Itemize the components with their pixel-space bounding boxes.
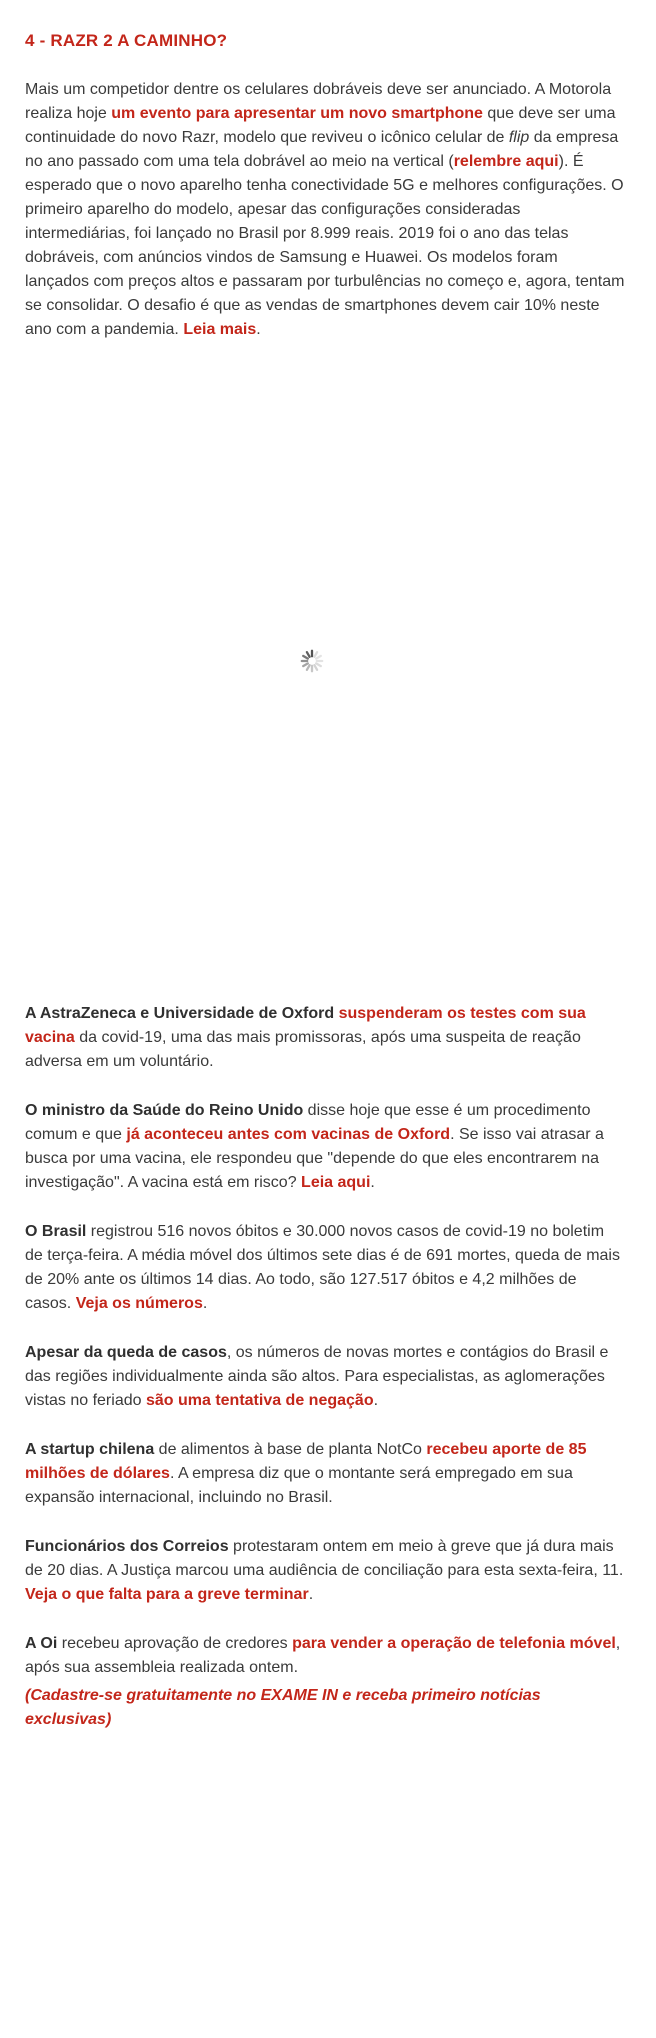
astrazeneca-paragraph	[25, 1002, 625, 1074]
text-segment: O ministro da Saúde do Reino Unido	[25, 1102, 304, 1119]
exame-in-signup-paragraph	[25, 1684, 625, 1732]
text-segment: registrou 516 novos óbitos e 30.000 novos casos de covid-19 no boletim de terça-feira. A média móvel dos últimos sete dias é de 691 mortes, queda de mais de 20% ante os últimos 14 dias. Ao todo, são 127.517 óbitos e 4,2 milhões de casos.	[25, 1223, 620, 1312]
news-paragraphs-container	[25, 1002, 625, 1732]
notco-startup-paragraph	[25, 1438, 625, 1510]
text-segment: O Brasil	[25, 1223, 87, 1240]
text-segment: . Se isso vai atrasar a busca por uma vacina, ele respondeu que "depende do que eles encontrarem na investigação". A vacina está em risco?	[25, 1126, 604, 1191]
lead-paragraph-container	[25, 78, 625, 342]
text-segment: Apesar da queda de casos	[25, 1344, 227, 1361]
brasil-covid-numbers-paragraph	[25, 1220, 625, 1316]
uk-health-minister-paragraph	[25, 1099, 625, 1195]
text-segment: .	[308, 1586, 314, 1603]
text-segment: recebeu aprovação de credores	[57, 1635, 293, 1652]
text-segment: da empresa no ano passado com uma tela dobrável ao meio na vertical (	[25, 129, 619, 170]
text-segment: Funcionários dos Correios	[25, 1538, 229, 1555]
text-segment: protestaram ontem em meio à greve que já dura mais de 20 dias. A Justiça marcou uma audiência de conciliação para esta sexta-feira, 11.	[25, 1538, 624, 1579]
text-segment: , os números de novas mortes e contágios do Brasil e das regiões individualmente ainda são altos. Para especialistas, as aglomerações vistas no feriado	[25, 1344, 609, 1409]
inline-link[interactable]: Veja os números	[75, 1295, 203, 1312]
text-segment: A startup chilena	[25, 1441, 155, 1458]
inline-link[interactable]: suspenderam os testes com sua vacina	[25, 1005, 586, 1046]
text-segment: A AstraZeneca e Universidade de Oxford	[25, 1005, 335, 1022]
razr-news-paragraph	[25, 78, 625, 342]
text-segment: disse hoje que esse é um procedimento comum e que	[25, 1102, 591, 1143]
text-segment: , após sua assembleia realizada ontem.	[25, 1635, 621, 1676]
inline-link[interactable]: um evento para apresentar um novo smartphone	[111, 105, 483, 122]
inline-link[interactable]: para vender a operação de telefonia móvel	[292, 1635, 616, 1652]
text-segment: da covid-19, uma das mais promissoras, após uma suspeita de reação adversa em um voluntário.	[25, 1029, 581, 1070]
text-segment: .	[373, 1392, 379, 1409]
inline-link[interactable]: são uma tentativa de negação	[145, 1392, 374, 1409]
inline-link[interactable]: Veja o que falta para a greve terminar	[25, 1586, 309, 1603]
text-segment: ). É esperado que o novo aparelho tenha conectividade 5G e melhores configurações. O primeiro aparelho do modelo, apesar das configurações consideradas intermediárias, foi lançado no Brasil por 8.999 reais. 2019 foi o ano das telas dobráveis, com anúncios vindos de Samsung e Huawei. Os modelos foram lançados com preços altos e passaram por turbulências no começo e, agora, tentam se consolidar. O desafio é que as vendas de smartphones devem cair 10% neste ano com a pandemia.	[25, 153, 625, 338]
text-segment: . A empresa diz que o montante será empregado em sua expansão internacional, incluindo no Brasil.	[25, 1465, 573, 1506]
inline-link[interactable]: relembre aqui	[453, 153, 559, 170]
section-heading: 4 - RAZR 2 A CAMINHO?	[25, 31, 228, 50]
image-loading-placeholder	[25, 342, 625, 1002]
text-segment: de alimentos à base de planta NotCo	[154, 1441, 427, 1458]
text-segment: Mais um competidor dentre os celulares dobráveis deve ser anunciado. A Motorola realiza hoje	[25, 81, 612, 122]
inline-link[interactable]: Leia aqui	[301, 1174, 371, 1191]
text-segment: .	[370, 1174, 375, 1191]
inline-link[interactable]: (Cadastre-se gratuitamente no EXAME IN e receba primeiro notícias exclusivas)	[25, 1687, 541, 1728]
inline-link[interactable]: já aconteceu antes com vacinas de Oxford	[126, 1126, 451, 1143]
text-segment: flip	[508, 129, 530, 146]
text-segment: .	[202, 1295, 208, 1312]
text-segment: que deve ser uma continuidade do novo Razr, modelo que reviveu o icônico celular de	[25, 105, 616, 146]
correios-strike-paragraph	[25, 1535, 625, 1607]
inline-link[interactable]: Leia mais	[183, 321, 257, 338]
loading-spinner-icon	[299, 648, 325, 674]
text-segment: A Oi	[25, 1635, 58, 1652]
oi-telefonia-paragraph	[25, 1632, 625, 1680]
inline-link[interactable]: recebeu aporte de 85 milhões de dólares	[25, 1441, 587, 1482]
queda-de-casos-paragraph	[25, 1341, 625, 1413]
text-segment: .	[256, 321, 261, 338]
